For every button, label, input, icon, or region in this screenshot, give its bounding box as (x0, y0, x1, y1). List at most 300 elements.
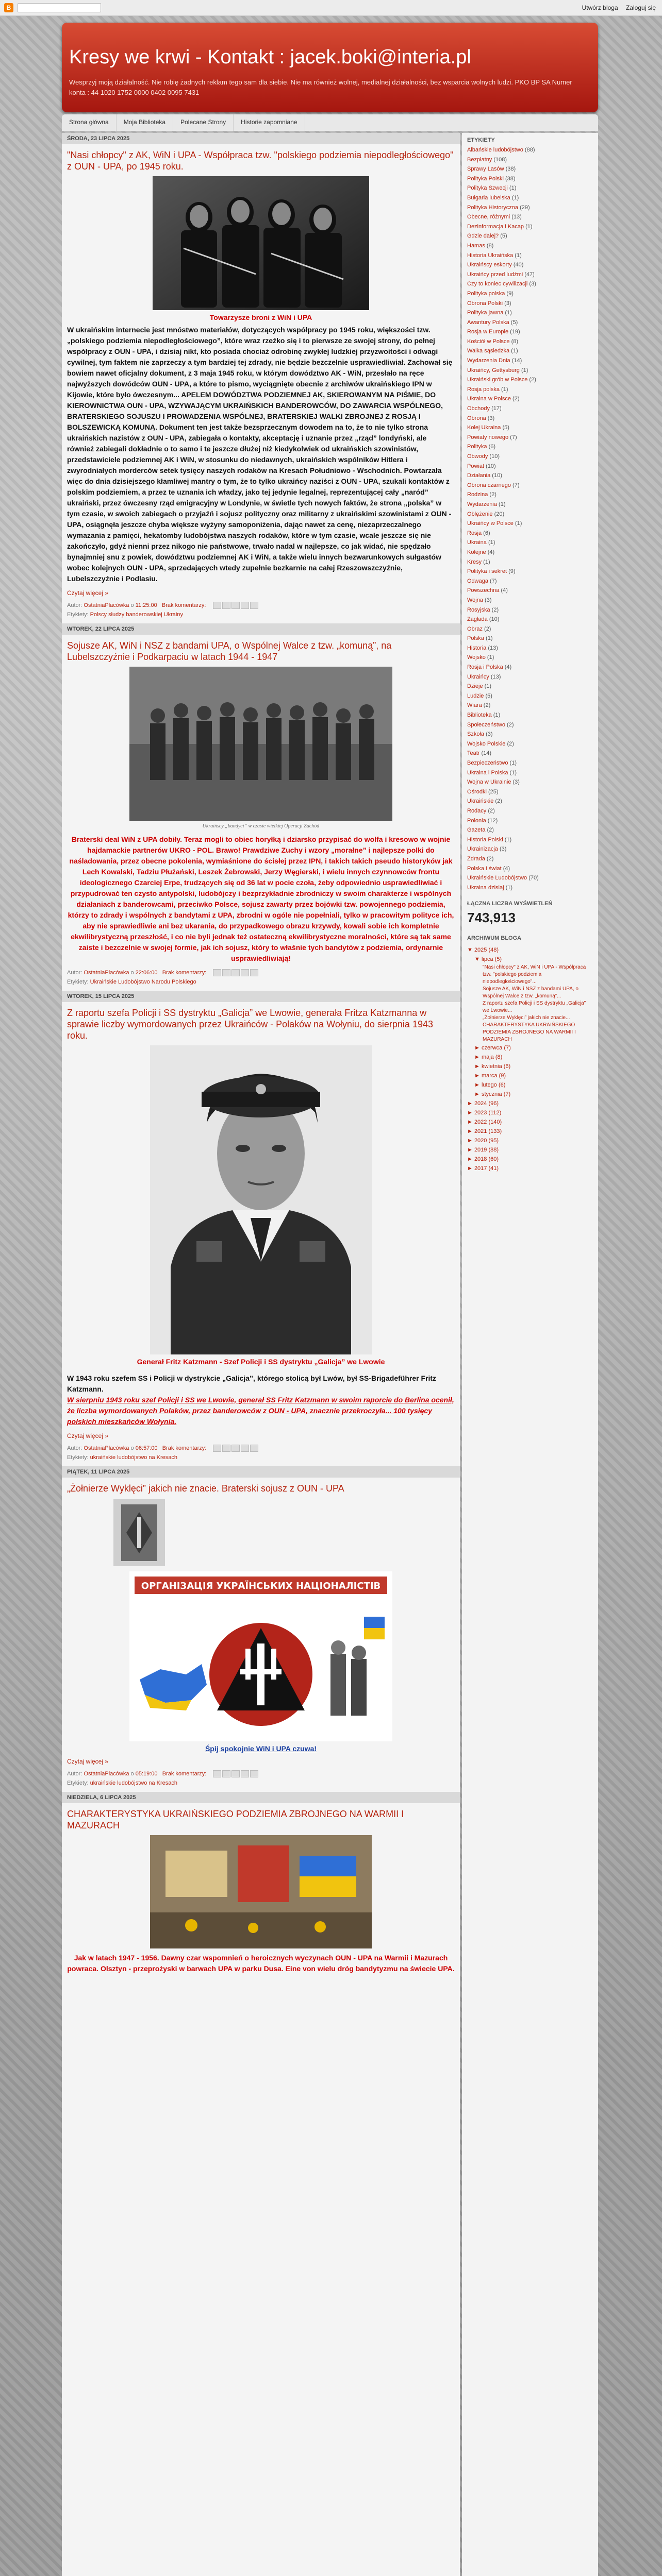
label-link[interactable] (467, 672, 593, 682)
archive-year[interactable]: ► 2019 (88) (467, 1147, 499, 1154)
archive-month[interactable]: ► marca (9) (474, 1073, 506, 1079)
label-name[interactable]: Odwaga (467, 578, 488, 584)
share-facebook-icon[interactable] (241, 1770, 249, 1777)
label-name[interactable]: Ukraińcy przed ludźmi (467, 271, 523, 278)
label-name[interactable]: Polityka jawna (467, 310, 504, 316)
label-link[interactable] (467, 385, 593, 395)
label-name[interactable]: Społeczeństwo (467, 721, 505, 728)
label-link[interactable] (467, 643, 593, 653)
label-count: (1) (483, 683, 492, 690)
archive-month[interactable]: ▼ lipca (5) (474, 956, 502, 963)
blog-header (62, 23, 598, 112)
label-name[interactable]: Historia Polski (467, 836, 503, 843)
sign-in-link[interactable]: Zaloguj się (625, 4, 656, 11)
label-link[interactable] (467, 433, 593, 443)
label-name[interactable]: Albańskie ludobójstwo (467, 147, 523, 153)
label-name[interactable]: Ukraina w Polsce (467, 396, 511, 402)
label-name[interactable]: Kościół w Polsce (467, 338, 510, 345)
archive-year[interactable]: ► 2022 (140) (467, 1119, 502, 1126)
tab-recommended[interactable]: Polecane Strony (173, 114, 234, 131)
share-email-icon[interactable] (213, 1445, 221, 1452)
label-link[interactable] (467, 260, 593, 270)
archive-widget-title: ARCHIWUM BLOGA (467, 935, 522, 942)
label-link[interactable] (467, 289, 593, 299)
label-link[interactable] (467, 375, 593, 385)
label-name[interactable]: Polityka Szwecji (467, 185, 508, 192)
label-name[interactable]: Hamas (467, 242, 485, 249)
label-name[interactable]: Wojsko (467, 654, 486, 661)
label-link[interactable] (467, 308, 593, 318)
blogger-navbar (0, 0, 662, 16)
comments-link[interactable]: Brak komentarzy: (162, 1771, 207, 1777)
comments-link[interactable]: Brak komentarzy: (161, 602, 206, 608)
post-image[interactable] (153, 176, 369, 310)
label-link[interactable] (467, 510, 593, 519)
labels-label: Etykiety: (67, 612, 89, 618)
label-name[interactable]: Rodacy (467, 807, 487, 814)
archive-post[interactable]: CHARAKTERYSTYKA UKRAIŃSKIEGO PODZIEMIA ZBROJNEGO NA WARMII I MAZURACH (483, 1022, 576, 1043)
label-link[interactable] (467, 873, 593, 883)
label-link[interactable] (467, 183, 593, 193)
label-link[interactable] (467, 442, 593, 452)
label-name[interactable]: Powiaty nowego (467, 434, 509, 440)
label-name[interactable]: Wojsko Polskie (467, 740, 506, 747)
share-x-icon[interactable] (231, 1445, 240, 1452)
image-caption[interactable]: Śpij spokojnie WiN i UPA czuwa! (205, 1744, 317, 1753)
label-link[interactable] (467, 193, 593, 203)
label-count: (1) (504, 884, 513, 891)
label-link[interactable] (467, 844, 593, 854)
label-link[interactable] (467, 231, 593, 241)
label-link[interactable] (467, 548, 593, 557)
label-link[interactable] (467, 739, 593, 749)
label-link[interactable] (467, 414, 593, 423)
label-link[interactable] (467, 529, 593, 538)
post-time-link[interactable]: 11:25:00 (135, 602, 157, 608)
author-link[interactable]: OstatniaPlacówka (84, 970, 129, 976)
label-link[interactable] (467, 346, 593, 356)
label-link[interactable] (467, 519, 593, 529)
label-count: (2) (488, 492, 496, 498)
share-email-icon[interactable] (213, 602, 221, 609)
label-name[interactable]: Ukraińskie Ludobójstwo (467, 875, 527, 882)
label-link[interactable] (467, 825, 593, 835)
label-name[interactable]: Ośrodki (467, 788, 487, 795)
label-link[interactable] (467, 624, 593, 634)
label-name[interactable]: Rosyjska (467, 606, 490, 613)
label-link[interactable] (467, 730, 593, 739)
label-link[interactable] (467, 653, 593, 663)
poster-banner: ОРГАНІЗАЦІЯ УКРАЇНСЬКИХ НАЦІОНАЛІСТІВ (141, 1581, 381, 1591)
label-name[interactable]: Wojna (467, 597, 483, 603)
share-facebook-icon[interactable] (241, 1445, 249, 1452)
label-link[interactable] (467, 203, 593, 213)
post-title[interactable]: "Nasi chłopcy" z AK, WiN i UPA - Współpraca tzw. "polskiego podziemia niepodległościowego" z OUN - UPA, po 1945 roku. (67, 150, 454, 172)
label-link[interactable] (467, 471, 593, 481)
label-link[interactable] (467, 758, 593, 768)
label-count: (29) (518, 204, 530, 211)
share-buttons (213, 1769, 259, 1778)
photo-caption: Ukraińscy „bandyci” w czasie wielkiej Operacji Zachód (202, 823, 320, 829)
label-name[interactable]: Dezinformacja i Kacap (467, 223, 524, 230)
label-name[interactable]: Wydarzenia (467, 501, 497, 507)
label-name[interactable]: Ludzie (467, 692, 484, 699)
label-count: (7) (511, 482, 520, 488)
label-name[interactable]: Biblioteka (467, 712, 492, 719)
post-image-small[interactable] (113, 1499, 165, 1566)
author-label: Autor: (67, 602, 82, 608)
label-name[interactable]: Ukraina dzisiaj (467, 884, 504, 891)
label-link[interactable] (467, 327, 593, 337)
label-link[interactable] (467, 710, 593, 720)
post-label-link[interactable]: Polscy słudzy banderowskiej Ukrainy (90, 612, 183, 618)
post-image[interactable] (150, 1045, 372, 1354)
labels-widget-title: ETYKIETY (467, 137, 495, 143)
trident-emblem-icon (209, 1623, 312, 1726)
post-label-link[interactable]: ukraińskie ludobójstwo na Kresach (90, 1454, 178, 1461)
label-name[interactable]: Bezpłatny (467, 156, 492, 163)
label-name[interactable]: Ukraińskie (467, 798, 494, 805)
label-count: (14) (479, 750, 492, 757)
comments-link[interactable]: Brak komentarzy: (162, 970, 207, 976)
blog-description: Wesprzyj moją działalność. Nie robię żadnych reklam tego sam dla siebie. Nie ma również wolnej, medialnej działalności, bez wsparcia wolnych ludzi. PKO BP SA Numer konta : 44 1020 1752 0000 0402 0095 7431 (69, 78, 572, 96)
label-name[interactable]: Rosja i Polska (467, 664, 503, 671)
label-link[interactable] (467, 212, 593, 222)
label-name[interactable]: Kolej Ukraina (467, 425, 501, 431)
archive-post[interactable]: Z raportu szefa Policji i SS dystryktu „Galicja” we Lwowie... (483, 1001, 586, 1014)
label-count: (2) (527, 377, 536, 383)
label-link[interactable] (467, 251, 593, 261)
label-name[interactable]: Wydarzenia Dnia (467, 358, 510, 364)
label-name[interactable]: Polityka Historyczna (467, 204, 519, 211)
label-name[interactable]: Walka sąsiedzka (467, 348, 510, 354)
label-link[interactable] (467, 577, 593, 586)
label-name[interactable]: Rosja (467, 530, 482, 536)
label-count: (3) (483, 597, 492, 603)
comments-link[interactable]: Brak komentarzy: (162, 1445, 207, 1451)
blog-title[interactable]: Kresy we krwi - Kontakt : jacek.boki@interia.pl (69, 46, 471, 68)
navbar-search-input[interactable] (18, 3, 101, 12)
label-name[interactable]: Obecne, różnymi (467, 214, 510, 221)
label-count: (2) (485, 855, 494, 862)
label-count: (10) (488, 453, 500, 460)
read-more-link[interactable]: Czytaj więcej » (67, 589, 109, 597)
label-link[interactable] (467, 796, 593, 806)
label-name[interactable]: Teatr (467, 750, 480, 757)
archive-month[interactable]: ► stycznia (7) (474, 1091, 511, 1098)
label-link[interactable] (467, 787, 593, 797)
label-name[interactable]: Bezpieczeństwo (467, 760, 508, 766)
share-email-icon[interactable] (213, 969, 221, 976)
label-count: (25) (486, 788, 499, 795)
label-name[interactable]: Bułgaria lubelska (467, 194, 510, 201)
label-link[interactable] (467, 299, 593, 309)
label-count: (2) (505, 740, 514, 747)
label-name[interactable]: Rodzina (467, 492, 488, 498)
tab-library[interactable]: Moja Biblioteka (117, 114, 173, 131)
archive-year[interactable]: ► 2021 (133) (467, 1128, 502, 1135)
label-link[interactable] (467, 777, 593, 787)
label-link[interactable] (467, 691, 593, 701)
post-body: W ukraińskim internecie jest mnóstwo materiałów, dotyczących współpracy po 1945 roku, większości tzw. „polskiego podziemia niepodległościowego”, które wraz rzeźko się i to pierwsze ze swojej strony, do pełnej współpracy z OUN - UPA, i dzisiaj nikt, kto posiada chociaż odrobinę zwykłej ludzkiej przyzwoitości i odwagi cywilnej, tym faktem nie zaprzeczy a tym bardziej tej zdrady, nie będzie bezczelnie usprawiedliwiał. Zachował się bowiem nawet oficjalny dokument, z 3 maja 1945 roku, w którym dowództwo AK - WiN, przesłało na ręce najwyższych dowódców OUN - UPA, a które to pismo, wyciągnięte obecnie z archiwów ukraińskiego IPN w Kijowie, które było ówczesnym... APELEM DOWÓDZTWA PODZIEMNEJ AK, SKIEROWANYM NA PIŚMIE, DO KIEROWNICTWA OUN - UPA, WZYWAJĄCYM UKRAIŃSKICH BANDEROWCÓW, DO ZAWARCIA WSPÓLNEGO, BRATERSKIEGO SOJUSZU I PROWADZENIA WSPÓLNEJ, BRATERSKIEJ WALKI ZBROJNEJ Z ROSJĄ I BOLSZEWICKĄ KOMUNĄ. Dokument ten jest także bezsprzecznym dowodem na to, że to nie tylko strona ukraińskich nazistów z OUN - UPA, zabiegała o kontakty, akceptację i uznanie przez „rząd” londyński, ale również zabiegali dokładnie o to samo i te jeszcze dłużej niż kiedykolwiek od ukraińskich szowinistów, przedstawiciele podziemnej AK i WiN, w stosunku do niedawnych, ukraińskich wspólników Hitlera i zwyrodniałych morderców setek tysięcy naszych rodaków na Kresach Południowo - Wschodnich. Powtarzała więc do dnia dzisiejszego kłamliwej mantry o tym, że to tylko ukraińcy naziści z OUN - UPA, szukali kontaktów z polskim podziemiem, a przez te uznania ich władzy, jako tej jedynie legalnej, reprezentującej cały „naród” ukraiński, przez ówczesny rząd emigracyjny w Londynie, w świetle tych nowych faktów, że strona „polska” w tym czasie, w swoich zabiegach o przyjaźń i sojusz polityczny oraz militarny z ukraińskimi szowinistami z OUN - UPA, osiągnęła jeszcze chyba większe wyżyny samoponiżenia, dając nawet za cenę, niezaprzeczalnego wymazania z pamięci, hekatomby ludobójstwa naszych rodaków, które w tym czasie, wcale jeszcze się nie zakończyło, gdyż nienni przez nikogo nie państwowe, trwało nadal w najlepsze, co jak widać, nie spędzało bynajmniej snu z powiek, dowództwu podziemnej AK i WiN, a także wielu innych bezwarunkowych sułgastów wobec kolejnych OUN - UPA, sprzedających wtedy zupełnie bezkarnie na całej Rzeszowszczyźnie, Lubelszczyźnie i Podlasiu. (67, 326, 453, 583)
label-name[interactable]: Szkoła (467, 731, 485, 738)
navbar-links (576, 4, 656, 11)
labels-label: Etykiety: (67, 979, 89, 985)
share-x-icon[interactable] (231, 1770, 240, 1777)
post-footer: Autor: OstatniaPlacówka o 06:57:00 Brak komentarzy: Etykiety: ukraińskie ludobójstwo na Kresach (67, 1444, 455, 1462)
label-name[interactable]: Obchody (467, 405, 490, 412)
label-link[interactable] (467, 481, 593, 490)
share-blog-icon[interactable] (222, 1445, 230, 1452)
label-link[interactable] (467, 318, 593, 328)
label-link[interactable] (467, 538, 593, 548)
label-name[interactable]: Oblężenie (467, 511, 493, 517)
share-x-icon[interactable] (231, 602, 240, 609)
label-link[interactable] (467, 155, 593, 165)
share-facebook-icon[interactable] (241, 969, 249, 976)
label-count: (1) (496, 501, 506, 507)
label-count: (1) (524, 223, 533, 230)
label-link[interactable] (467, 452, 593, 462)
label-link[interactable] (467, 749, 593, 758)
label-link[interactable] (467, 768, 593, 778)
read-more-link[interactable]: Czytaj więcej » (67, 1758, 109, 1765)
label-link[interactable] (467, 423, 593, 433)
post-title[interactable]: „Żołnierze Wyklęci” jakich nie znacie. Braterski sojusz z OUN - UPA (67, 1483, 344, 1494)
label-link[interactable] (467, 634, 593, 643)
labels-list (462, 145, 598, 892)
label-link[interactable] (467, 682, 593, 691)
label-count: (8) (485, 242, 494, 249)
read-more-link[interactable]: Czytaj więcej » (67, 1432, 109, 1439)
label-count: (6) (482, 530, 490, 536)
label-link[interactable] (467, 596, 593, 605)
label-name[interactable]: Historia (467, 645, 487, 651)
label-name[interactable]: Obrona (467, 415, 486, 421)
label-name[interactable]: Ukraina i Polska (467, 769, 508, 776)
post-label-link[interactable]: ukraińskie ludobójstwo na Kresach (90, 1780, 178, 1786)
label-name[interactable]: Polska i świat (467, 865, 502, 872)
post-body: Braterski deal WiN z UPA dobiły. Teraz mogli to obiec horyłką i dziarsko przypisać do wolfa i kresowo w wojnie hajdamackie partnerów UKRO - POL. Brawo! Prawdziwe Zuchy i wzory „morałne” i najlepsze polki do naśladowania, przez obecne pokolenia, wymiaśnione do ścisłej przez IPN, i takich takich pseudo historyków jak Lech Kowalski, Tadziu Płużański, Leszek Żebrowski, Jerzy Węgierski, i wielu innych czynnowców frontu ideologicznego Czarciej Erpe, trudzących się od 36 lat w pocie czoła, żeby odpowiednio usprawiedliwiać i przypudrować ten czysto antypolski, ludobójczy i bezprzykładnie zbrodniczy w swoim charakterze i wspólnych działaniach z banderowcami, przeciwko Polsce, sojusz zawarty przez bojówki tzw. powojennego podziemia, którzy to zdrady i wspólnych z bandytami z UPA, zbrodni w ogóle nie popełniali, tylko w pracowitym polityce ich, aby nie sprawiedliwie ani bez ukarania, do przypadkowego obrazu krzywdy, kowali sobie ich kompletnie ekwilibrystyczną przeszłość, i co nie byli jednak też ostateczną ekwilibrystyczne moralności, które są tak same zaiste i bezczelnie w swojej formie, jak ich sojusz, który to właśnie tych bandytów z podziemia, ordynarnie usprawiedliwiają! (68, 835, 454, 962)
label-link[interactable] (467, 835, 593, 845)
label-link[interactable] (467, 605, 593, 615)
label-name[interactable]: Kolejne (467, 549, 486, 555)
post-date: PIĄTEK, 11 LIPCA 2025 (62, 1466, 460, 1478)
share-facebook-icon[interactable] (241, 602, 249, 609)
label-name[interactable]: Gazeta (467, 827, 486, 834)
label-link[interactable] (467, 164, 593, 174)
label-name[interactable]: Czy to koniec cywilizacji (467, 281, 528, 287)
label-count: (19) (508, 329, 520, 335)
label-link[interactable] (467, 864, 593, 874)
share-email-icon[interactable] (213, 1770, 221, 1777)
post-body-link[interactable]: W sierpniu 1943 roku szef Policji i SS we Lwowie, generał SS Fritz Katzmann w swoim raporcie do Berlina ocenił, że liczba wymordowanych Polaków, przez banderowców z OUN - UPA, znacznie przekroczyła... 100 tysięcy polskich mieszkańców Wołynia. (67, 1396, 454, 1426)
label-name[interactable]: Ukrainizacja (467, 846, 498, 853)
blogger-logo-icon[interactable]: B (4, 3, 13, 12)
label-name[interactable]: Powiat (467, 463, 485, 469)
label-name[interactable]: Wiara (467, 702, 482, 709)
author-link[interactable]: OstatniaPlacówka (84, 602, 129, 608)
label-count: (1) (513, 520, 522, 527)
label-name[interactable]: Ukraina (467, 539, 487, 546)
label-link[interactable] (467, 663, 593, 672)
label-link[interactable] (467, 366, 593, 376)
archive-month[interactable]: ► lutego (6) (474, 1082, 506, 1089)
label-link[interactable] (467, 337, 593, 347)
share-x-icon[interactable] (231, 969, 240, 976)
label-link[interactable] (467, 854, 593, 864)
archive-post[interactable]: "Nasi chłopcy" z AK, WiN i UPA - Współpraca tzw. "polskiego podziemia niepodległościowego"... (483, 964, 586, 985)
author-link[interactable]: OstatniaPlacówka (84, 1445, 129, 1451)
share-blog-icon[interactable] (222, 969, 230, 976)
archive-year[interactable]: ► 2020 (95) (467, 1138, 499, 1144)
archive-year[interactable]: ► 2018 (60) (467, 1156, 499, 1163)
label-name[interactable]: Ukraińscy eskorty (467, 262, 512, 268)
label-name[interactable]: Obrona Polski (467, 300, 503, 307)
label-link[interactable] (467, 490, 593, 500)
archive-year[interactable]: ► 2024 (96) (467, 1100, 499, 1107)
label-name[interactable]: Działania (467, 472, 491, 479)
label-count: (1) (503, 836, 512, 843)
label-count: (1) (486, 539, 495, 546)
label-name[interactable]: Wojna w Ukrainie (467, 779, 511, 786)
tab-home[interactable]: Strona główna (62, 114, 117, 131)
label-link[interactable] (467, 279, 593, 289)
label-count: (1) (507, 185, 517, 192)
label-name[interactable]: Awantury Polska (467, 319, 509, 326)
label-count: (7) (488, 578, 497, 584)
label-count: (3) (511, 779, 520, 786)
label-name[interactable]: Polonia (467, 817, 486, 824)
label-count: (2) (482, 702, 491, 709)
label-name[interactable]: Obraz (467, 625, 483, 632)
label-link[interactable] (467, 816, 593, 826)
label-link[interactable] (467, 720, 593, 730)
post-label-link[interactable]: Ukraińskie Ludobójstwo Narodu Polskiego (90, 979, 196, 985)
share-pinterest-icon[interactable] (250, 602, 258, 609)
label-count: (6) (487, 444, 496, 450)
post-date: WTOREK, 22 LIPCA 2025 (62, 623, 460, 635)
label-count: (5) (509, 319, 518, 326)
label-count: (1) (484, 635, 493, 642)
label-name[interactable]: Ukraińcy, Gettysburg (467, 367, 520, 374)
label-link[interactable] (467, 145, 593, 155)
label-link[interactable] (467, 404, 593, 414)
post-image[interactable] (129, 667, 392, 821)
label-link[interactable] (467, 270, 593, 280)
tab-forgotten-stories[interactable]: Historie zapomniane (234, 114, 305, 131)
label-name[interactable]: Rosja w Europie (467, 329, 509, 335)
label-link[interactable] (467, 557, 593, 567)
label-name[interactable]: Dzieje (467, 683, 483, 690)
archive-post[interactable]: „Żołnierze Wyklęci” jakich nie znacie... (483, 1015, 570, 1021)
author-link[interactable]: OstatniaPlacówka (84, 1771, 129, 1777)
share-pinterest-icon[interactable] (250, 1770, 258, 1777)
label-count: (3) (498, 846, 507, 853)
label-name[interactable]: Polityka i sekret (467, 568, 507, 575)
post-image[interactable] (129, 1571, 392, 1741)
post-time-link[interactable]: 22:06:00 (135, 970, 158, 976)
archive-year[interactable]: ► 2023 (112) (467, 1110, 502, 1116)
label-link[interactable] (467, 701, 593, 710)
label-count: (40) (511, 262, 524, 268)
label-count: (5) (484, 692, 492, 699)
page-tabs (62, 114, 598, 131)
label-link[interactable] (467, 222, 593, 232)
label-name[interactable]: Polska (467, 635, 485, 642)
archive-month[interactable]: ► maja (8) (474, 1054, 503, 1061)
label-name[interactable]: Zdrada (467, 855, 485, 862)
label-count: (10) (487, 616, 500, 623)
label-count: (1) (508, 769, 517, 776)
archive-month[interactable]: ► kwietnia (6) (474, 1063, 511, 1070)
label-link[interactable] (467, 615, 593, 624)
label-link[interactable] (467, 394, 593, 404)
share-pinterest-icon[interactable] (250, 1445, 258, 1452)
label-name[interactable]: Polityka (467, 444, 487, 450)
label-name[interactable]: Sprawy Lasów (467, 166, 504, 173)
label-name[interactable]: Obrona czarnego (467, 482, 511, 488)
share-blog-icon[interactable] (222, 1770, 230, 1777)
main-column (62, 133, 460, 2576)
label-name[interactable]: Ukraińcy w Polsce (467, 520, 514, 527)
post-title[interactable]: Z raportu szefa Policji i SS dystryktu „Galicja” we Lwowie, generała Fritza Katzmanna w sprawie liczby wymordowanych przez Ukraińców - Polaków na Wołyniu, do sierpnia 1943 roku. (67, 1008, 433, 1041)
label-name[interactable]: Ukraiński grób w Polsce (467, 377, 528, 383)
label-link[interactable] (467, 174, 593, 184)
label-name[interactable]: Zagłada (467, 616, 488, 623)
label-name[interactable]: Powszechna (467, 587, 500, 594)
post-image[interactable] (150, 1835, 372, 1948)
label-name[interactable]: Polityka Polski (467, 175, 504, 182)
label-link[interactable] (467, 356, 593, 366)
post-time-link[interactable]: 06:57:00 (135, 1445, 158, 1451)
label-count: (4) (499, 587, 508, 594)
label-link[interactable] (467, 567, 593, 577)
label-name[interactable]: Obwody (467, 453, 488, 460)
label-name[interactable]: Historia Ukraińska (467, 252, 514, 259)
blog-post (62, 144, 460, 623)
label-link[interactable] (467, 883, 593, 893)
share-blog-icon[interactable] (222, 602, 230, 609)
create-blog-link[interactable]: Utwórz bloga (582, 4, 618, 11)
label-link[interactable] (467, 241, 593, 251)
pageview-counter: 743,913 (467, 910, 516, 926)
post-title[interactable]: CHARAKTERYSTYKA UKRAIŃSKIEGO PODZIEMIA ZBROJNEGO NA WARMII I MAZURACH (67, 1809, 404, 1831)
label-link[interactable] (467, 462, 593, 471)
archive-post[interactable]: Sojusze AK, WiN i NSZ z bandami UPA, o Wspólnej Walce z tzw. „komuną”... (483, 986, 578, 999)
post-title[interactable]: Sojusze AK, WiN i NSZ z bandami UPA, o Wspólnej Walce z tzw. „komuną”, na Lubelszczyźnie i Podkarpaciu w latach 1944 - 1947 (67, 640, 392, 662)
archive-year[interactable]: ▼ 2025 (48) (467, 947, 499, 954)
label-count: (108) (492, 156, 507, 163)
label-name[interactable]: Gdzie dalej? (467, 233, 499, 240)
label-link[interactable] (467, 500, 593, 510)
label-name[interactable]: Polityka polska (467, 290, 505, 297)
label-name[interactable]: Rosja polska (467, 386, 500, 393)
label-count: (12) (486, 817, 498, 824)
archive-year[interactable]: ► 2017 (41) (467, 1165, 499, 1172)
labels-label: Etykiety: (67, 1454, 89, 1461)
blog-post (62, 1478, 460, 1792)
label-count: (1) (503, 310, 512, 316)
post-time-link[interactable]: 05:19:00 (135, 1771, 158, 1777)
label-link[interactable] (467, 806, 593, 816)
share-buttons (213, 968, 259, 977)
label-link[interactable] (467, 586, 593, 596)
share-pinterest-icon[interactable] (250, 969, 258, 976)
label-name[interactable]: Kresy (467, 558, 482, 565)
label-name[interactable]: Ukraińcy (467, 673, 489, 680)
archive-month[interactable]: ► czerwca (7) (474, 1045, 511, 1052)
